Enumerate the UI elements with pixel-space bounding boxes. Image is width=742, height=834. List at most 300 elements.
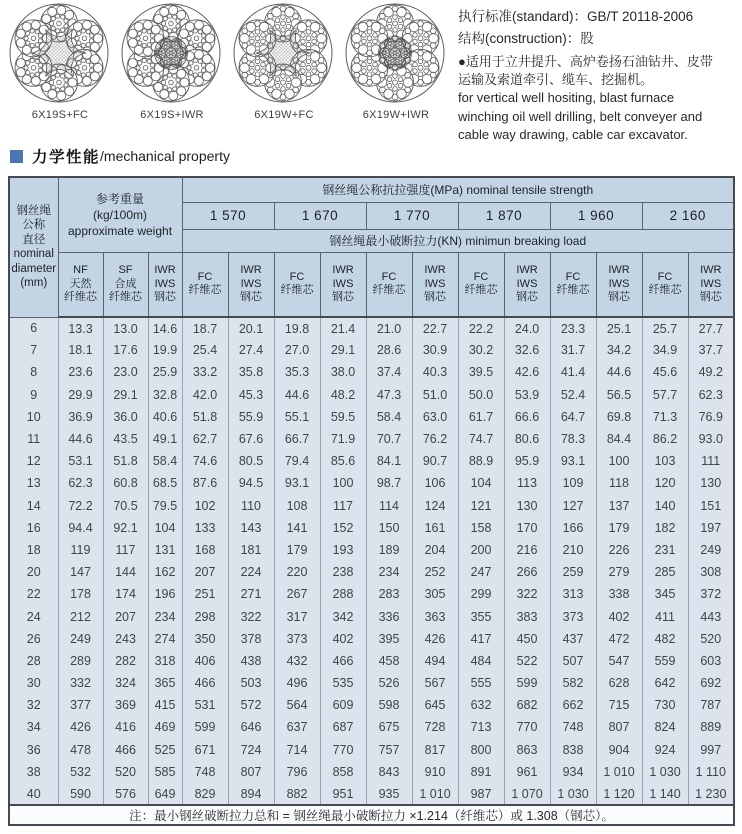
- cell-value: 29.1: [320, 339, 366, 361]
- cell-value: 525: [148, 739, 182, 761]
- table-row: [9, 739, 734, 761]
- strength-1960: 1 960: [550, 202, 642, 229]
- cell-value: 632: [458, 694, 504, 716]
- cell-value: 79.4: [274, 450, 320, 472]
- cell-value: 458: [366, 650, 412, 672]
- cell-value: 910: [412, 761, 458, 783]
- cell-value: 363: [412, 605, 458, 627]
- cell-value: 76.2: [412, 428, 458, 450]
- cell-value: 637: [274, 716, 320, 738]
- cell-value: 724: [228, 739, 274, 761]
- cell-value: 51.8: [182, 406, 228, 428]
- standard-line: 执行标准(standard)：GB/T 20118-2006: [458, 9, 694, 24]
- cell-value: 904: [596, 739, 642, 761]
- cell-value: 342: [320, 605, 366, 627]
- table-row: [9, 561, 734, 583]
- cell-value: 252: [412, 561, 458, 583]
- cell-value: 197: [688, 517, 734, 539]
- cell-value: 628: [596, 672, 642, 694]
- cell-value: 432: [274, 650, 320, 672]
- cell-value: 121: [458, 495, 504, 517]
- cell-value: 119: [58, 539, 103, 561]
- cell-value: 118: [596, 472, 642, 494]
- cell-value: 84.1: [366, 450, 412, 472]
- cell-value: 748: [550, 716, 596, 738]
- cell-value: 207: [182, 561, 228, 583]
- col-header-nf: NF 天然 纤维芯: [58, 252, 103, 317]
- cell-diameter: 26: [9, 628, 58, 650]
- col-header-iwr-weight: IWR IWS 钢芯: [148, 252, 182, 317]
- cell-value: 53.9: [504, 384, 550, 406]
- cell-value: 494: [412, 650, 458, 672]
- table-note: 注：最小钢丝破断拉力总和 = 钢丝绳最小破断拉力 ×1.214（纤维芯）或 1.308（钢芯）。: [9, 805, 734, 825]
- cell-value: 61.7: [458, 406, 504, 428]
- cell-value: 829: [182, 783, 228, 805]
- cell-value: 69.8: [596, 406, 642, 428]
- cell-value: 29.1: [103, 384, 148, 406]
- cell-value: 33.2: [182, 361, 228, 383]
- cell-value: 526: [366, 672, 412, 694]
- col-header-fc: FC 纤维芯: [366, 252, 412, 317]
- cell-value: 117: [320, 495, 366, 517]
- cell-value: 45.3: [228, 384, 274, 406]
- cell-value: 44.6: [58, 428, 103, 450]
- cell-value: 770: [504, 716, 550, 738]
- rope-figure: [4, 2, 116, 121]
- cell-value: 350: [182, 628, 228, 650]
- cell-diameter: 22: [9, 583, 58, 605]
- cell-value: 402: [596, 605, 642, 627]
- cell-value: 817: [412, 739, 458, 761]
- cell-value: 807: [228, 761, 274, 783]
- cell-value: 305: [412, 583, 458, 605]
- cell-value: 51.8: [103, 450, 148, 472]
- cell-value: 838: [550, 739, 596, 761]
- cell-value: 503: [228, 672, 274, 694]
- cell-value: 100: [596, 450, 642, 472]
- cell-value: 62.3: [688, 384, 734, 406]
- cell-value: 56.5: [596, 384, 642, 406]
- cell-value: 40.6: [148, 406, 182, 428]
- cell-value: 93.1: [550, 450, 596, 472]
- cell-value: 336: [366, 605, 412, 627]
- cell-value: 338: [596, 583, 642, 605]
- cell-value: 78.3: [550, 428, 596, 450]
- cell-value: 19.9: [148, 339, 182, 361]
- cell-value: 19.8: [274, 317, 320, 339]
- cell-value: 86.2: [642, 428, 688, 450]
- cell-value: 106: [412, 472, 458, 494]
- cell-value: 62.3: [58, 472, 103, 494]
- cell-value: 21.0: [366, 317, 412, 339]
- cell-value: 111: [688, 450, 734, 472]
- cell-value: 29.9: [58, 384, 103, 406]
- cell-value: 520: [688, 628, 734, 650]
- cell-value: 249: [688, 539, 734, 561]
- cell-diameter: 9: [9, 384, 58, 406]
- cell-value: 520: [103, 761, 148, 783]
- cell-value: 355: [458, 605, 504, 627]
- cell-value: 564: [274, 694, 320, 716]
- cell-value: 231: [642, 539, 688, 561]
- cell-value: 383: [504, 605, 550, 627]
- cell-value: 30.2: [458, 339, 504, 361]
- cell-value: 59.5: [320, 406, 366, 428]
- cell-value: 987: [458, 783, 504, 805]
- table-row: [9, 650, 734, 672]
- cell-value: 168: [182, 539, 228, 561]
- cell-value: 130: [504, 495, 550, 517]
- cell-value: 72.2: [58, 495, 103, 517]
- col-header-fc: FC 纤维芯: [550, 252, 596, 317]
- cell-value: 496: [274, 672, 320, 694]
- cell-value: 162: [148, 561, 182, 583]
- cell-value: 34.2: [596, 339, 642, 361]
- cell-value: 1 230: [688, 783, 734, 805]
- cell-value: 94.4: [58, 517, 103, 539]
- cell-diameter: 14: [9, 495, 58, 517]
- cell-value: 377: [58, 694, 103, 716]
- cell-value: 67.6: [228, 428, 274, 450]
- cell-value: 1 140: [642, 783, 688, 805]
- col-header-sf: SF 合成 纤维芯: [103, 252, 148, 317]
- table-row: [9, 672, 734, 694]
- cell-value: 131: [148, 539, 182, 561]
- cell-value: 894: [228, 783, 274, 805]
- strength-1670: 1 670: [274, 202, 366, 229]
- cell-value: 84.4: [596, 428, 642, 450]
- col-header-iwr: IWR IWS 钢芯: [228, 252, 274, 317]
- cell-value: 288: [320, 583, 366, 605]
- cell-value: 25.9: [148, 361, 182, 383]
- table-row: [9, 583, 734, 605]
- col-header-iwr: IWR IWS 钢芯: [320, 252, 366, 317]
- col-header-tensile-strength: 钢丝绳公称抗拉强度(MPa) nominal tensile strength: [182, 177, 734, 202]
- col-header-iwr: IWR IWS 钢芯: [412, 252, 458, 317]
- col-header-fc: FC 纤维芯: [274, 252, 320, 317]
- strength-1570: 1 570: [182, 202, 274, 229]
- usage-zh-line2: 运输及索道牵引、缆车、挖掘机。: [458, 72, 654, 88]
- cell-diameter: 34: [9, 716, 58, 738]
- cell-value: 271: [228, 583, 274, 605]
- cell-value: 443: [688, 605, 734, 627]
- strength-1770: 1 770: [366, 202, 458, 229]
- cell-value: 49.1: [148, 428, 182, 450]
- cell-value: 110: [228, 495, 274, 517]
- cell-diameter: 38: [9, 761, 58, 783]
- cell-value: 417: [458, 628, 504, 650]
- cell-value: 23.6: [58, 361, 103, 383]
- table-row: [9, 628, 734, 650]
- blue-square-icon: [10, 150, 23, 163]
- section-title-zh: 力学性能: [32, 149, 101, 166]
- cell-value: 43.5: [103, 428, 148, 450]
- cell-value: 39.5: [458, 361, 504, 383]
- cell-value: 466: [320, 650, 366, 672]
- cell-value: 36.0: [103, 406, 148, 428]
- cell-diameter: 13: [9, 472, 58, 494]
- cell-diameter: 16: [9, 517, 58, 539]
- cell-value: 117: [103, 539, 148, 561]
- cell-value: 49.2: [688, 361, 734, 383]
- product-info: [458, 6, 740, 144]
- cell-value: 682: [504, 694, 550, 716]
- cell-value: 332: [58, 672, 103, 694]
- cell-value: 466: [103, 739, 148, 761]
- cell-value: 1 010: [596, 761, 642, 783]
- cell-value: 603: [688, 650, 734, 672]
- cell-diameter: 8: [9, 361, 58, 383]
- cell-value: 267: [274, 583, 320, 605]
- col-header-iwr: IWR IWS 钢芯: [504, 252, 550, 317]
- cell-value: 207: [103, 605, 148, 627]
- cell-value: 130: [688, 472, 734, 494]
- cell-value: 787: [688, 694, 734, 716]
- cell-value: 158: [458, 517, 504, 539]
- cell-value: 532: [58, 761, 103, 783]
- cell-value: 372: [688, 583, 734, 605]
- cell-value: 748: [182, 761, 228, 783]
- cell-value: 649: [148, 783, 182, 805]
- cell-diameter: 28: [9, 650, 58, 672]
- rope-cross-sections: [4, 2, 452, 121]
- cell-value: 27.7: [688, 317, 734, 339]
- cell-value: 317: [274, 605, 320, 627]
- cell-value: 1 070: [504, 783, 550, 805]
- cell-value: 88.9: [458, 450, 504, 472]
- cell-value: 395: [366, 628, 412, 650]
- usage-en-line1: for vertical well hositing, blast furnace: [458, 90, 675, 106]
- cell-value: 196: [148, 583, 182, 605]
- cell-value: 40.3: [412, 361, 458, 383]
- cell-value: 95.9: [504, 450, 550, 472]
- cell-value: 322: [228, 605, 274, 627]
- cell-value: 220: [274, 561, 320, 583]
- cell-value: 259: [550, 561, 596, 583]
- cell-value: 285: [642, 561, 688, 583]
- cell-value: 961: [504, 761, 550, 783]
- cell-value: 57.7: [642, 384, 688, 406]
- cell-value: 714: [274, 739, 320, 761]
- rope-diagram-icon: [120, 2, 224, 106]
- cell-value: 137: [596, 495, 642, 517]
- cell-value: 179: [274, 539, 320, 561]
- cell-value: 478: [58, 739, 103, 761]
- cell-value: 378: [228, 628, 274, 650]
- cell-value: 212: [58, 605, 103, 627]
- cell-value: 103: [642, 450, 688, 472]
- usage-en-line3: cable way drawing, cable car excavator.: [458, 126, 688, 142]
- cell-value: 37.4: [366, 361, 412, 383]
- cell-value: 662: [550, 694, 596, 716]
- cell-value: 858: [320, 761, 366, 783]
- cell-value: 21.4: [320, 317, 366, 339]
- cell-value: 35.3: [274, 361, 320, 383]
- cell-value: 279: [596, 561, 642, 583]
- rope-diagram-icon: [232, 2, 336, 106]
- cell-value: 74.7: [458, 428, 504, 450]
- cell-value: 1 030: [642, 761, 688, 783]
- cell-value: 807: [596, 716, 642, 738]
- rope-label: 6X19S+FC: [31, 109, 89, 121]
- cell-value: 234: [366, 561, 412, 583]
- cell-value: 289: [58, 650, 103, 672]
- cell-value: 179: [596, 517, 642, 539]
- cell-diameter: 20: [9, 561, 58, 583]
- cell-value: 411: [642, 605, 688, 627]
- cell-value: 42.0: [182, 384, 228, 406]
- col-header-weight: 参考重量 (kg/100m) approximate weight: [58, 177, 182, 252]
- cell-value: 730: [642, 694, 688, 716]
- cell-value: 585: [148, 761, 182, 783]
- cell-value: 141: [274, 517, 320, 539]
- cell-value: 298: [182, 605, 228, 627]
- col-header-iwr: IWR IWS 钢芯: [596, 252, 642, 317]
- cell-value: 25.7: [642, 317, 688, 339]
- cell-value: 646: [228, 716, 274, 738]
- cell-value: 406: [182, 650, 228, 672]
- cell-value: 93.0: [688, 428, 734, 450]
- cell-value: 687: [320, 716, 366, 738]
- cell-value: 68.5: [148, 472, 182, 494]
- cell-value: 32.6: [504, 339, 550, 361]
- cell-diameter: 24: [9, 605, 58, 627]
- cell-value: 24.0: [504, 317, 550, 339]
- cell-value: 92.1: [103, 517, 148, 539]
- cell-value: 210: [550, 539, 596, 561]
- table-row: [9, 716, 734, 738]
- cell-value: 238: [320, 561, 366, 583]
- cell-value: 216: [504, 539, 550, 561]
- cell-value: 402: [320, 628, 366, 650]
- cell-diameter: 7: [9, 339, 58, 361]
- cell-value: 369: [103, 694, 148, 716]
- cell-value: 150: [366, 517, 412, 539]
- cell-value: 997: [688, 739, 734, 761]
- cell-value: 373: [550, 605, 596, 627]
- cell-value: 796: [274, 761, 320, 783]
- table-row: [9, 539, 734, 561]
- cell-value: 80.5: [228, 450, 274, 472]
- cell-value: 58.4: [366, 406, 412, 428]
- table-row: [9, 406, 734, 428]
- col-header-breaking-load: 钢丝绳最小破断拉力(KN) minimun breaking load: [182, 229, 734, 252]
- cell-value: 36.9: [58, 406, 103, 428]
- cell-value: 27.0: [274, 339, 320, 361]
- cell-value: 1 030: [550, 783, 596, 805]
- cell-value: 48.2: [320, 384, 366, 406]
- rope-diagram-icon: [344, 2, 448, 106]
- cell-value: 555: [458, 672, 504, 694]
- table-row: [9, 605, 734, 627]
- cell-value: 522: [504, 650, 550, 672]
- cell-value: 113: [504, 472, 550, 494]
- cell-value: 547: [596, 650, 642, 672]
- table-row: [9, 783, 734, 805]
- cell-value: 23.3: [550, 317, 596, 339]
- cell-value: 76.9: [688, 406, 734, 428]
- table-row: [9, 317, 734, 339]
- cell-value: 23.0: [103, 361, 148, 383]
- cell-value: 226: [596, 539, 642, 561]
- cell-value: 42.6: [504, 361, 550, 383]
- cell-value: 120: [642, 472, 688, 494]
- cell-value: 133: [182, 517, 228, 539]
- col-header-fc: FC 纤维芯: [182, 252, 228, 317]
- cell-value: 35.8: [228, 361, 274, 383]
- cell-value: 174: [103, 583, 148, 605]
- cell-value: 531: [182, 694, 228, 716]
- rope-label: 6X19W+IWR: [362, 109, 430, 121]
- rope-figure: [228, 2, 340, 121]
- cell-value: 567: [412, 672, 458, 694]
- cell-value: 426: [412, 628, 458, 650]
- cell-value: 109: [550, 472, 596, 494]
- cell-value: 60.8: [103, 472, 148, 494]
- cell-value: 1 010: [412, 783, 458, 805]
- cell-value: 74.6: [182, 450, 228, 472]
- cell-value: 94.5: [228, 472, 274, 494]
- cell-value: 143: [228, 517, 274, 539]
- cell-value: 20.1: [228, 317, 274, 339]
- cell-value: 140: [642, 495, 688, 517]
- cell-value: 55.1: [274, 406, 320, 428]
- cell-value: 322: [504, 583, 550, 605]
- table-row: [9, 517, 734, 539]
- table-row: [9, 361, 734, 383]
- cell-value: 90.7: [412, 450, 458, 472]
- cell-value: 590: [58, 783, 103, 805]
- cell-value: 675: [366, 716, 412, 738]
- cell-value: 843: [366, 761, 412, 783]
- rope-figure: [116, 2, 228, 121]
- cell-value: 882: [274, 783, 320, 805]
- cell-value: 166: [550, 517, 596, 539]
- cell-value: 365: [148, 672, 182, 694]
- section-title-en: /mechanical property: [100, 148, 230, 164]
- col-header-diameter: 钢丝绳 公称 直径 nominal diameter (mm): [9, 177, 58, 317]
- cell-value: 193: [320, 539, 366, 561]
- cell-value: 44.6: [596, 361, 642, 383]
- cell-value: 728: [412, 716, 458, 738]
- cell-value: 469: [148, 716, 182, 738]
- cell-value: 18.7: [182, 317, 228, 339]
- cell-value: 189: [366, 539, 412, 561]
- table-row: [9, 761, 734, 783]
- strength-2160: 2 160: [642, 202, 734, 229]
- cell-value: 559: [642, 650, 688, 672]
- table-row: [9, 694, 734, 716]
- cell-value: 713: [458, 716, 504, 738]
- cell-value: 482: [642, 628, 688, 650]
- cell-value: 104: [148, 517, 182, 539]
- cell-value: 53.1: [58, 450, 103, 472]
- cell-value: 582: [550, 672, 596, 694]
- cell-value: 204: [412, 539, 458, 561]
- cell-value: 124: [412, 495, 458, 517]
- cell-value: 415: [148, 694, 182, 716]
- cell-value: 182: [642, 517, 688, 539]
- cell-value: 770: [320, 739, 366, 761]
- cell-value: 104: [458, 472, 504, 494]
- cell-diameter: 30: [9, 672, 58, 694]
- cell-value: 22.7: [412, 317, 458, 339]
- cell-diameter: 36: [9, 739, 58, 761]
- col-header-fc: FC 纤维芯: [458, 252, 504, 317]
- cell-value: 924: [642, 739, 688, 761]
- cell-value: 70.7: [366, 428, 412, 450]
- cell-value: 55.9: [228, 406, 274, 428]
